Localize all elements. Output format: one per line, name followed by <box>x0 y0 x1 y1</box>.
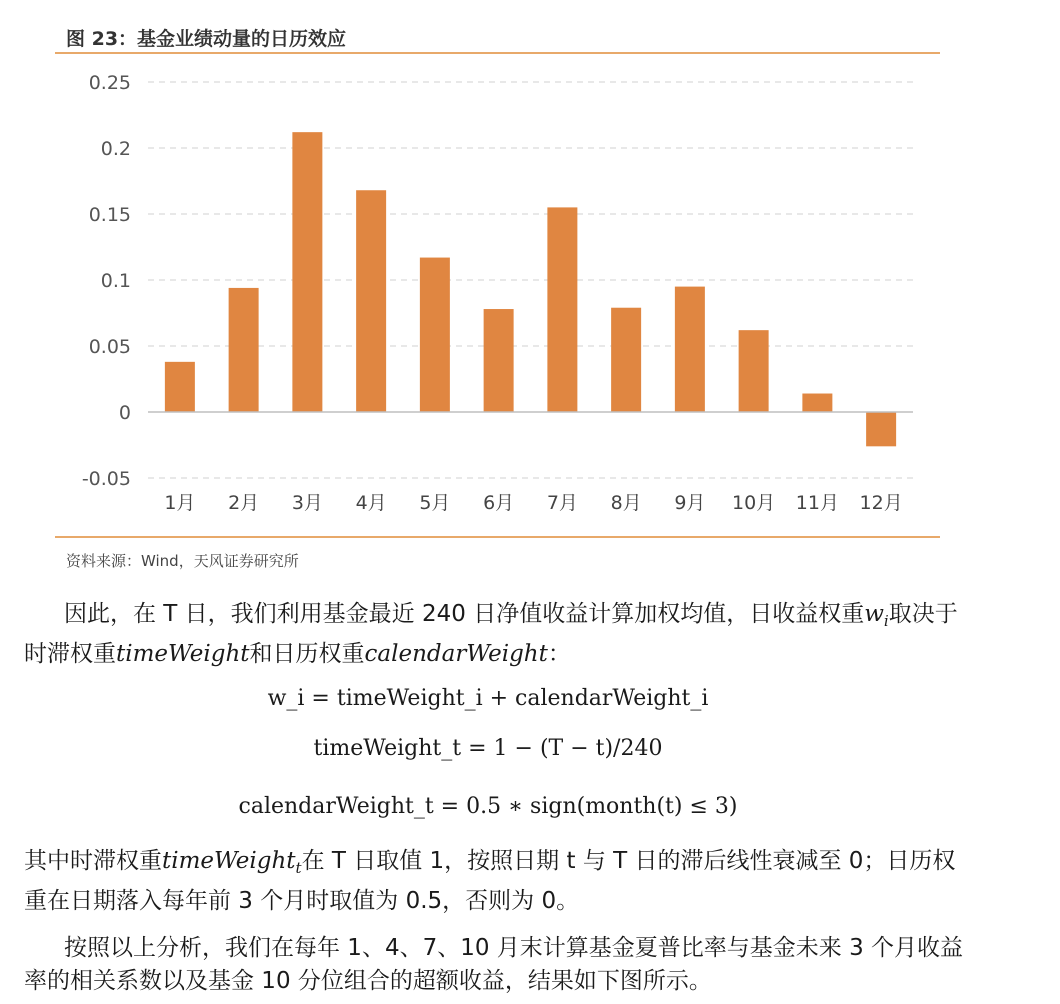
bar-chart <box>55 60 935 530</box>
bar <box>802 394 832 412</box>
x-tick-label: 11月 <box>795 492 839 514</box>
math-calendarweight: calendarWeight <box>364 641 548 667</box>
x-tick-label: 10月 <box>732 492 776 514</box>
y-tick-label: 0.05 <box>88 336 131 358</box>
x-tick-label: 9月 <box>674 492 706 514</box>
y-tick-label: 0 <box>118 402 131 424</box>
bar <box>739 330 769 412</box>
formula-weight: w_i = timeWeight_i + calendarWeight_i <box>267 686 709 711</box>
x-tick-label: 2月 <box>228 492 260 514</box>
y-tick-label: 0.15 <box>88 204 131 226</box>
y-tick-label: 0.25 <box>88 72 131 94</box>
paragraph-text: ： <box>547 641 571 667</box>
y-tick-label: 0.2 <box>100 138 131 160</box>
bar <box>547 207 577 412</box>
bar <box>229 288 259 412</box>
x-tick-label: 5月 <box>419 492 451 514</box>
paragraph-text: 因此，在 T 日，我们利用基金最近 240 日净值收益计算加权均值，日收益权重 <box>64 601 865 627</box>
bar <box>292 132 322 412</box>
y-tick-label: -0.05 <box>81 468 131 490</box>
paragraph-text: 在 T 日取值 1，按照日期 t 与 T 日的滞后线性衰减至 0；日历权重在日期落入每年前 3 个月时取值为 0.5，否则为 0。 <box>24 848 956 914</box>
bar <box>866 412 896 446</box>
x-tick-label: 1月 <box>164 492 196 514</box>
bar <box>675 287 705 412</box>
x-tick-label: 4月 <box>355 492 387 514</box>
paragraph-analysis: 按照以上分析，我们在每年 1、4、7、10 月末计算基金夏普比率与基金未来 3 个月收益率的相关系数以及基金 10 分位组合的超额收益，结果如下图所示。 <box>24 935 964 994</box>
figure-bottom-rule <box>55 536 940 538</box>
figure-top-rule <box>55 52 940 54</box>
paragraph-text: 和日历权重 <box>249 641 365 667</box>
x-tick-label: 8月 <box>610 492 642 514</box>
formula-calendarweight: calendarWeight_t = 0.5 ∗ sign(month(t) ≤ 3) <box>238 794 738 819</box>
bar <box>356 190 386 412</box>
paragraph-text: 取决于时滞权重 <box>24 601 958 667</box>
x-tick-label: 6月 <box>483 492 515 514</box>
bar <box>420 258 450 412</box>
figure-source: 资料来源：Wind，天风证券研究所 <box>66 552 299 570</box>
bar <box>484 309 514 412</box>
figure-title: 图 23：基金业绩动量的日历效应 <box>66 28 347 50</box>
formula-timeweight: timeWeight_t = 1 − (T − t)/240 <box>313 736 663 761</box>
x-tick-label: 3月 <box>291 492 323 514</box>
paragraph-text: 其中时滞权重 <box>24 848 162 874</box>
bar <box>611 308 641 412</box>
math-w: $w_i$ <box>864 601 889 630</box>
x-tick-label: 12月 <box>859 492 903 514</box>
bar <box>165 362 195 412</box>
y-tick-label: 0.1 <box>100 270 131 292</box>
paragraph-intro <box>24 598 964 671</box>
math-timeweight-t: timeWeight$_t$ <box>162 848 302 877</box>
x-tick-label: 7月 <box>546 492 578 514</box>
math-timeweight: timeWeight <box>116 641 250 667</box>
paragraph-explanation <box>24 845 964 918</box>
